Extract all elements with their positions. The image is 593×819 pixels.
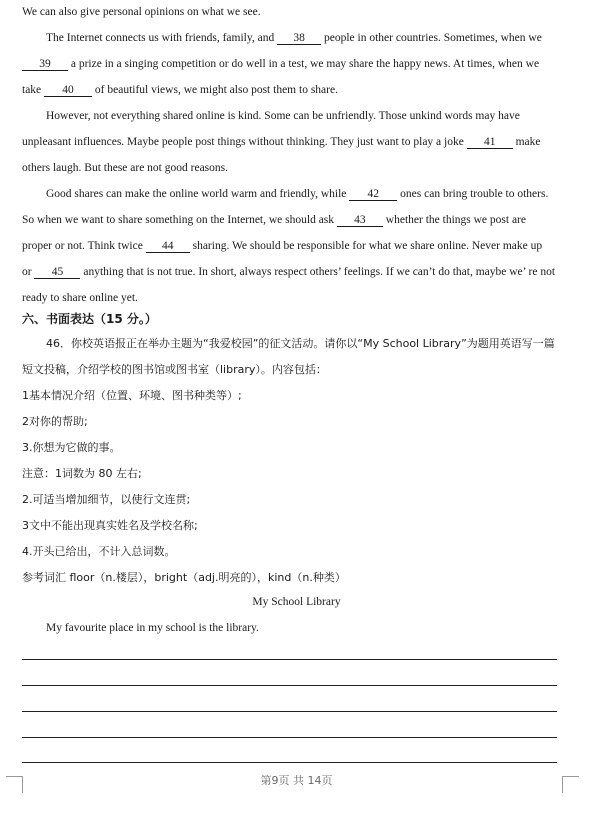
blank-43[interactable]: 43 xyxy=(337,214,383,227)
content-item-3: 3.你想为它做的事。 xyxy=(22,441,121,454)
passage-p3-line-2: unpleasant influences. Maybe people post things without thinking. They just want to play a joke 41 make xyxy=(22,136,541,148)
blank-41[interactable]: 41 xyxy=(467,136,513,149)
page-number: 第9页 共 14页 xyxy=(260,774,333,787)
content-item-2: 2对你的帮助; xyxy=(22,415,88,428)
writing-line-1[interactable] xyxy=(22,659,557,660)
passage-p4-line-5: ready to share online yet. xyxy=(22,292,138,304)
passage-p3-line-1: However, not everything shared online is kind. Some can be unfriendly. Those unkind words may have xyxy=(46,110,520,122)
blank-38[interactable]: 38 xyxy=(277,32,321,45)
blank-45[interactable]: 45 xyxy=(34,266,80,279)
writing-line-4[interactable] xyxy=(22,737,557,738)
content-item-1: 1基本情况介绍（位置、环境、图书种类等）; xyxy=(22,389,242,402)
note-3: 3文中不能出现真实姓名及学校名称; xyxy=(22,519,198,532)
writing-line-5[interactable] xyxy=(22,762,557,763)
blank-39[interactable]: 39 xyxy=(22,58,68,71)
essay-title: My School Library xyxy=(252,596,341,608)
passage-p2-line-2: 39 a prize in a singing competition or do well in a test, we may share the happy news. At times, when we xyxy=(22,57,567,71)
passage-p3-line-3: others laugh. But these are not good reasons. xyxy=(22,162,228,174)
writing-line-2[interactable] xyxy=(22,685,557,686)
question-46-line-2: 短文投稿，介绍学校的图书馆或图书室（library）。内容包括： xyxy=(22,363,327,376)
passage-p4-line-1: Good shares can make the online world warm and friendly, while 42 ones can bring trouble to others. xyxy=(46,188,549,200)
blank-40[interactable]: 40 xyxy=(44,84,92,97)
essay-opening-sentence: My favourite place in my school is the library. xyxy=(46,622,259,634)
blank-44[interactable]: 44 xyxy=(146,240,190,253)
passage-p4-line-2: So when we want to share something on the Internet, we should ask 43 whether the things we post are xyxy=(22,214,526,226)
note-4: 4.开头已给出，不计入总词数。 xyxy=(22,545,176,558)
writing-line-3[interactable] xyxy=(22,711,557,712)
passage-p4-line-3: proper or not. Think twice 44 sharing. We should be responsible for what we share online. Never make up xyxy=(22,240,543,252)
vocabulary-reference: 参考词汇 floor（n.楼层），bright（adj.明亮的），kind（n.种类） xyxy=(22,571,346,584)
section-title: 六、书面表达（15 分。） xyxy=(22,312,157,326)
note-1: 注意：1词数为 80 左右; xyxy=(22,467,142,480)
passage-p2-line-3: take 40 of beautiful views, we might also post them to share. xyxy=(22,84,338,96)
passage-line-1: We can also give personal opinions on what we see. xyxy=(22,6,261,18)
note-2: 2.可适当增加细节，以使行文连贯; xyxy=(22,493,191,506)
question-46-line-1: 46．你校英语报正在举办主题为“我爱校园”的征文活动。请你以“My School Library”为题用英语写一篇 xyxy=(46,337,555,350)
passage-p4-line-4: or 45 anything that is not true. In short, always respect others’ feelings. If we can’t do that, maybe we’ re not xyxy=(22,266,556,278)
passage-p2-line-1: The Internet connects us with friends, family, and 38 people in other countries. Sometimes, when we xyxy=(46,32,542,44)
blank-42[interactable]: 42 xyxy=(349,188,397,201)
